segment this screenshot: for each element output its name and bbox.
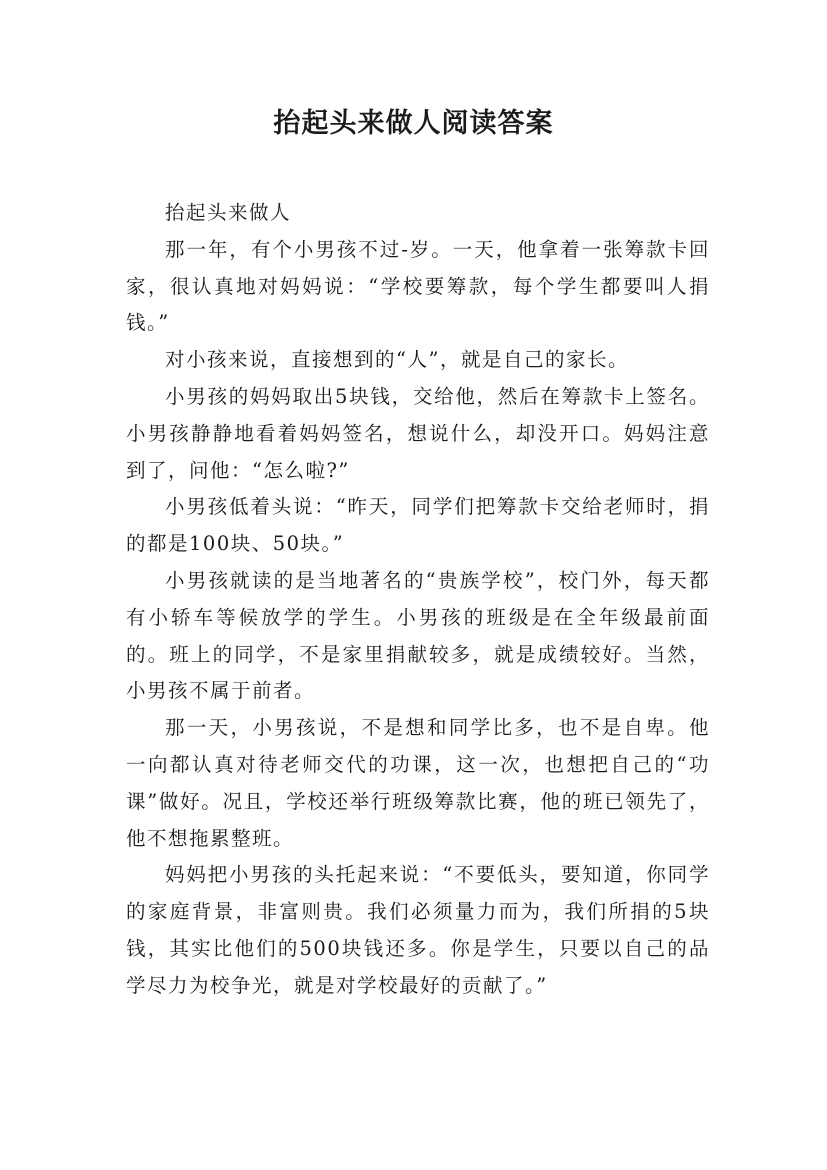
paragraph: 抬起头来做人 xyxy=(165,201,292,224)
paragraph: 那一年，有个小男孩不过-岁。一天，他拿着一张筹款卡回家，很认真地对妈妈说：“学校要筹款，每个学生都要叫人捐钱。” xyxy=(126,237,710,335)
paragraph: 对小孩来说，直接想到的“人”，就是自己的家长。 xyxy=(165,348,629,372)
paragraph: 小男孩就读的是当地著名的“贵族学校”，校门外，每天都有小轿车等候放学的学生。小男孩的班级是在全年级最前面的。班上的同学，不是家里捐献较多，就是成绩较好。当然，小男孩不属于前者。 xyxy=(126,568,710,703)
paragraph: 小男孩低着头说：“昨天，同学们把筹款卡交给老师时，捐的都是100块、50块。” xyxy=(126,495,710,556)
paragraph: 那一天，小男孩说，不是想和同学比多，也不是自卑。他一向都认真对待老师交代的功课，这一次，也想把自己的“功课”做好。况且，学校还举行班级筹款比赛，他的班已领先了，他不想拖累整班。 xyxy=(126,716,710,850)
document-title: 抬起头来做人阅读答案 xyxy=(273,108,554,139)
document-body xyxy=(126,195,710,1005)
paragraph: 小男孩的妈妈取出5块钱，交给他，然后在筹款卡上签名。小男孩静静地看着妈妈签名，想说什么，却没开口。妈妈注意到了，问他：“怎么啦?” xyxy=(126,384,710,482)
paragraph: 妈妈把小男孩的头托起来说：“不要低头，要知道，你同学的家庭背景，非富则贵。我们必须量力而为，我们所捐的5块钱，其实比他们的500块钱还多。你是学生，只要以自己的品学尽力为校争光，就是对学校最好的贡献了。” xyxy=(126,863,710,997)
